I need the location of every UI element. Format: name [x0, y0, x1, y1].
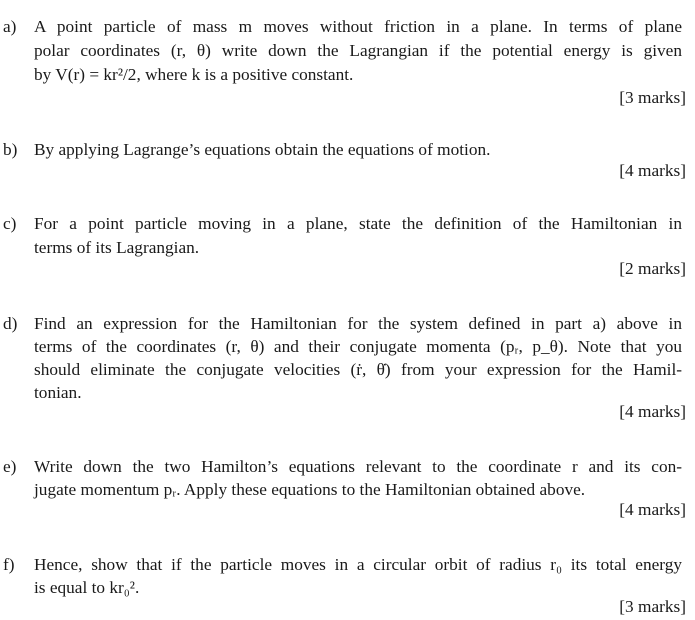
question-label: e) [3, 457, 17, 476]
question-text-line: polar coordinates (r, θ) write down the Lagrangian if the potential energy is given [34, 41, 682, 60]
question-text-line: is equal to kr₀². [34, 578, 140, 597]
question-label: c) [3, 214, 17, 233]
question-label: f) [3, 555, 15, 574]
question-text-line: A point particle of mass m moves without friction in a plane. In terms of plane [34, 17, 682, 36]
question-label: a) [3, 17, 17, 36]
question-text-line: By applying Lagrange’s equations obtain the equations of motion. [34, 140, 491, 159]
marks-label: [3 marks] [619, 597, 686, 616]
question-text-line: Hence, show that if the particle moves in a circular orbit of radius r₀ its total energy [34, 555, 682, 574]
question-label: b) [3, 140, 18, 159]
question-text-line: should eliminate the conjugate velocities (ṙ, θ̇) from your expression for the Hamil- [34, 360, 682, 379]
question-text-line: by V(r) = kr²/2, where k is a positive constant. [34, 65, 354, 84]
question-text-line: terms of the coordinates (r, θ) and their conjugate momenta (pᵣ, p_θ). Note that you [34, 337, 682, 356]
question-text-line: Write down the two Hamilton’s equations relevant to the coordinate r and its con- [34, 457, 682, 476]
question-text-line: tonian. [34, 383, 82, 402]
marks-label: [4 marks] [619, 402, 686, 421]
marks-label: [3 marks] [619, 88, 686, 107]
marks-label: [2 marks] [619, 259, 686, 278]
question-text-line: Find an expression for the Hamiltonian for the system defined in part a) above in [34, 314, 682, 333]
question-text-line: For a point particle moving in a plane, state the definition of the Hamiltonian in [34, 214, 682, 233]
marks-label: [4 marks] [619, 500, 686, 519]
question-text-line: terms of its Lagrangian. [34, 238, 200, 257]
marks-label: [4 marks] [619, 161, 686, 180]
question-label: d) [3, 314, 18, 333]
question-text-line: jugate momentum pᵣ. Apply these equations to the Hamiltonian obtained above. [34, 480, 586, 499]
